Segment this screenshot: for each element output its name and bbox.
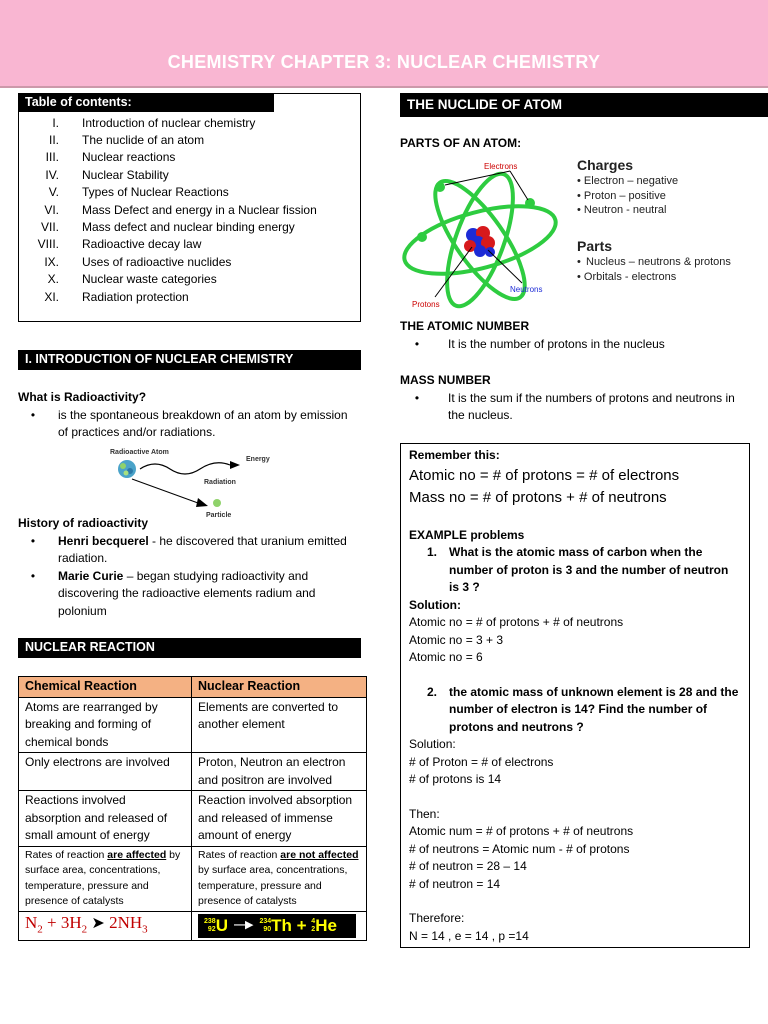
toc-item: [19, 201, 360, 218]
toc-item-number: III.: [45, 150, 59, 165]
toc-item-number: VIII.: [37, 237, 59, 252]
parts-title: Parts: [577, 238, 613, 255]
radioactive-atom-icon: [118, 460, 136, 478]
scientist-name: Marie Curie: [58, 568, 124, 583]
toc-item: [19, 253, 360, 270]
example-question-1: 1. What is the atomic mass of carbon when the number of proton is 3 and the number of neutron is 3 ?: [426, 545, 729, 594]
solution-label: Solution:: [409, 737, 456, 751]
examples-heading: EXAMPLE problems: [409, 527, 525, 542]
charges-parts-legend: [577, 158, 757, 284]
scientist-text: – began studying radioactivity and discovering the radioactive elements radium and polonium: [58, 568, 316, 618]
reaction-arrow-icon: ➤: [91, 914, 105, 932]
mass-number-text: It is the sum if the numbers of protons and neutrons in the nucleus.: [448, 390, 735, 422]
diagram-energy-label: Energy: [246, 456, 270, 463]
toc-item-label: Radiation protection: [82, 289, 189, 304]
protons-label: Protons: [412, 300, 440, 309]
diagram-radiation-label: Radiation: [204, 479, 236, 486]
solution-line: Atomic no = # of protons + # of neutrons: [409, 615, 624, 629]
table-header-row: [19, 677, 367, 698]
toc-item: [19, 184, 360, 201]
solution-line: # of Proton = # of electrons: [409, 754, 554, 769]
table-row: [19, 697, 367, 753]
toc-item: [19, 131, 360, 148]
toc-item-number: VI.: [44, 202, 59, 217]
solution-line: Atomic no = 3 + 3: [409, 632, 504, 647]
history-section: [18, 515, 363, 620]
radioactive-decay-diagram: [100, 445, 300, 520]
column-header-chemical: Chemical Reaction: [19, 677, 192, 698]
solution-line: # of neutron = 14: [409, 876, 501, 891]
toc-item: [19, 271, 360, 288]
header-band: [0, 0, 768, 88]
atomic-number-section: [400, 318, 750, 353]
history-heading: History of radioactivity: [18, 516, 149, 530]
bullet-icon: •: [30, 568, 36, 583]
list-item: [400, 390, 750, 425]
table-cell: [19, 846, 192, 911]
nuclide-heading: THE NUCLIDE OF ATOM: [400, 93, 768, 117]
then-label: Then:: [409, 806, 440, 821]
solution-line: # of neutron = 28 – 14: [409, 859, 527, 873]
column-header-nuclear: Nuclear Reaction: [192, 677, 367, 698]
radioactivity-definition: is the spontaneous breakdown of an atom by emission of practices and/or radiations.: [58, 407, 348, 439]
page-title: CHEMISTRY CHAPTER 3: NUCLEAR CHEMISTRY: [167, 52, 601, 72]
list-item: • Proton – positive: [577, 189, 666, 202]
toc-item-number: VII.: [40, 220, 59, 235]
toc-item-number: XI.: [44, 289, 59, 304]
reaction-arrow-icon: —▶: [233, 919, 254, 932]
scientist-text: - he discovered that uranium emitted radiation.: [58, 533, 347, 565]
particle-icon: [213, 499, 221, 507]
toc-item-label: Mass defect and nuclear binding energy: [82, 220, 295, 235]
toc-item: [19, 218, 360, 235]
bullet-icon: •: [30, 407, 36, 422]
final-answer: N = 14 , e = 14 , p =14: [409, 928, 529, 943]
toc-item-number: X.: [47, 272, 59, 287]
electrons-label: Electrons: [484, 162, 518, 171]
solution-line: Atomic no = 6: [409, 650, 483, 664]
list-item: • Neutron - neutral: [577, 203, 667, 216]
toc-heading: Table of contents:: [19, 94, 274, 112]
diagram-particle-label: Particle: [206, 512, 232, 519]
toc-item-number: IX.: [44, 254, 59, 269]
toc-item-number: V.: [48, 185, 59, 200]
nuclear-reaction-heading: NUCLEAR REACTION: [18, 638, 361, 658]
atomic-number-heading: THE ATOMIC NUMBER: [400, 319, 530, 333]
table-cell: Elements are converted to another element: [192, 697, 367, 753]
scientist-name: Henri becquerel: [58, 533, 149, 548]
bullet-icon: •: [30, 533, 36, 548]
list-item: [400, 336, 750, 354]
intro-heading: I. INTRODUCTION OF NUCLEAR CHEMISTRY: [18, 350, 361, 370]
toc-item-label: Types of Nuclear Reactions: [82, 185, 229, 200]
radioactivity-question: What is Radioactivity?: [18, 390, 147, 404]
rate-text: by surface area, concentrations, temperature, pressure and presence of catalysts: [25, 848, 181, 907]
toc-item-label: Nuclear waste categories: [82, 272, 217, 287]
toc-item-label: Uses of radioactive nuclides: [82, 254, 232, 269]
table-row: [19, 846, 367, 911]
rate-emphasis: are not affected: [280, 848, 359, 861]
mass-number-heading: MASS NUMBER: [400, 373, 491, 387]
rate-text: by surface area, concentrations, temperature, pressure and presence of catalysts: [198, 864, 348, 907]
toc-item-label: Nuclear reactions: [82, 150, 176, 165]
formula-atomic: Atomic no = # of protons = # of electrons: [409, 466, 680, 484]
table-cell: Reactions involved absorption and released of small amount of energy: [19, 791, 192, 847]
toc-item-label: Mass Defect and energy in a Nuclear fission: [82, 202, 317, 217]
solution-line: # of neutrons = Atomic num - # of protons: [409, 841, 630, 856]
list-item: [18, 533, 363, 568]
solution-line: # of protons is 14: [409, 772, 502, 786]
solution-label: Solution:: [409, 597, 461, 612]
charges-title: Charges: [577, 157, 634, 173]
electron-icon: [435, 182, 445, 192]
table-row: [19, 791, 367, 847]
toc-item-label: Introduction of nuclear chemistry: [82, 115, 256, 130]
electron-icon: [525, 198, 535, 208]
bullet-icon: •: [414, 336, 420, 351]
table-cell: Reaction involved absorption and released of immense amount of energy: [192, 791, 367, 847]
bullet-icon: •: [414, 390, 420, 405]
energy-wave-icon: [140, 463, 230, 474]
chemical-equation: $N_2 + 3H_2$ ➤ $2NH_3$: [19, 911, 192, 941]
toc-item-label: Nuclear Stability: [82, 167, 169, 182]
toc-item-number: II.: [48, 133, 59, 148]
list-item: • Electron – negative: [577, 175, 679, 188]
table-cell: [192, 846, 367, 911]
electron-icon: [417, 232, 427, 242]
toc-item: [19, 114, 360, 131]
atomic-number-text: It is the number of protons in the nucleus: [448, 336, 665, 351]
mass-number-section: [400, 372, 750, 425]
list-item: • Nucleus – neutrons & protons: [577, 256, 731, 269]
toc-item: [19, 236, 360, 253]
remember-heading: Remember this:: [409, 448, 500, 462]
toc-item: [19, 288, 360, 305]
reaction-comparison-table: [18, 676, 367, 941]
toc-item: [19, 149, 360, 166]
diagram-atom-label: Radioactive Atom: [110, 449, 169, 456]
atom-diagram: [400, 155, 570, 315]
table-cell: Atoms are rearranged by breaking and forming of chemical bonds: [19, 697, 192, 753]
neutrons-label: Neutrons: [510, 285, 543, 294]
therefore-label: Therefore:: [409, 911, 465, 925]
table-cell: Proton, Neutron an electron and positron are involved: [192, 753, 367, 791]
table-of-contents: [18, 93, 361, 322]
toc-item-number: I.: [52, 115, 59, 130]
table-row: [19, 911, 367, 941]
rate-text: Rates of reaction: [25, 848, 108, 861]
toc-item-label: The nuclide of an atom: [82, 133, 205, 148]
toc-item-label: Radioactive decay law: [82, 237, 202, 252]
particle-arrow-icon: [132, 479, 198, 503]
solution-line: Atomic num = # of protons + # of neutrons: [409, 824, 634, 838]
example-question-2: 2. the atomic mass of unknown element is 28 and the number of electron is 14? Find the number of protons and neutrons ?: [426, 684, 739, 734]
intro-section: [18, 389, 358, 442]
formula-mass: Mass no = # of protons + # of neutrons: [409, 488, 667, 506]
remember-box: [400, 443, 750, 948]
list-item: [18, 407, 358, 442]
nuclear-equation: 238 92 U —▶ 234 90 Th + 4 2 He: [198, 914, 356, 938]
toc-list: [19, 114, 360, 305]
toc-item-number: IV.: [45, 167, 59, 182]
nuclear-equation-cell: [192, 911, 367, 941]
toc-item: [19, 166, 360, 183]
list-item: • Orbitals - electrons: [577, 270, 677, 283]
table-row: [19, 753, 367, 791]
rate-emphasis: are affected: [107, 848, 167, 861]
parts-heading: PARTS OF AN ATOM:: [400, 136, 522, 150]
rate-text: Rates of reaction: [198, 848, 281, 861]
table-cell: Only electrons are involved: [19, 753, 192, 791]
list-item: [18, 568, 363, 621]
